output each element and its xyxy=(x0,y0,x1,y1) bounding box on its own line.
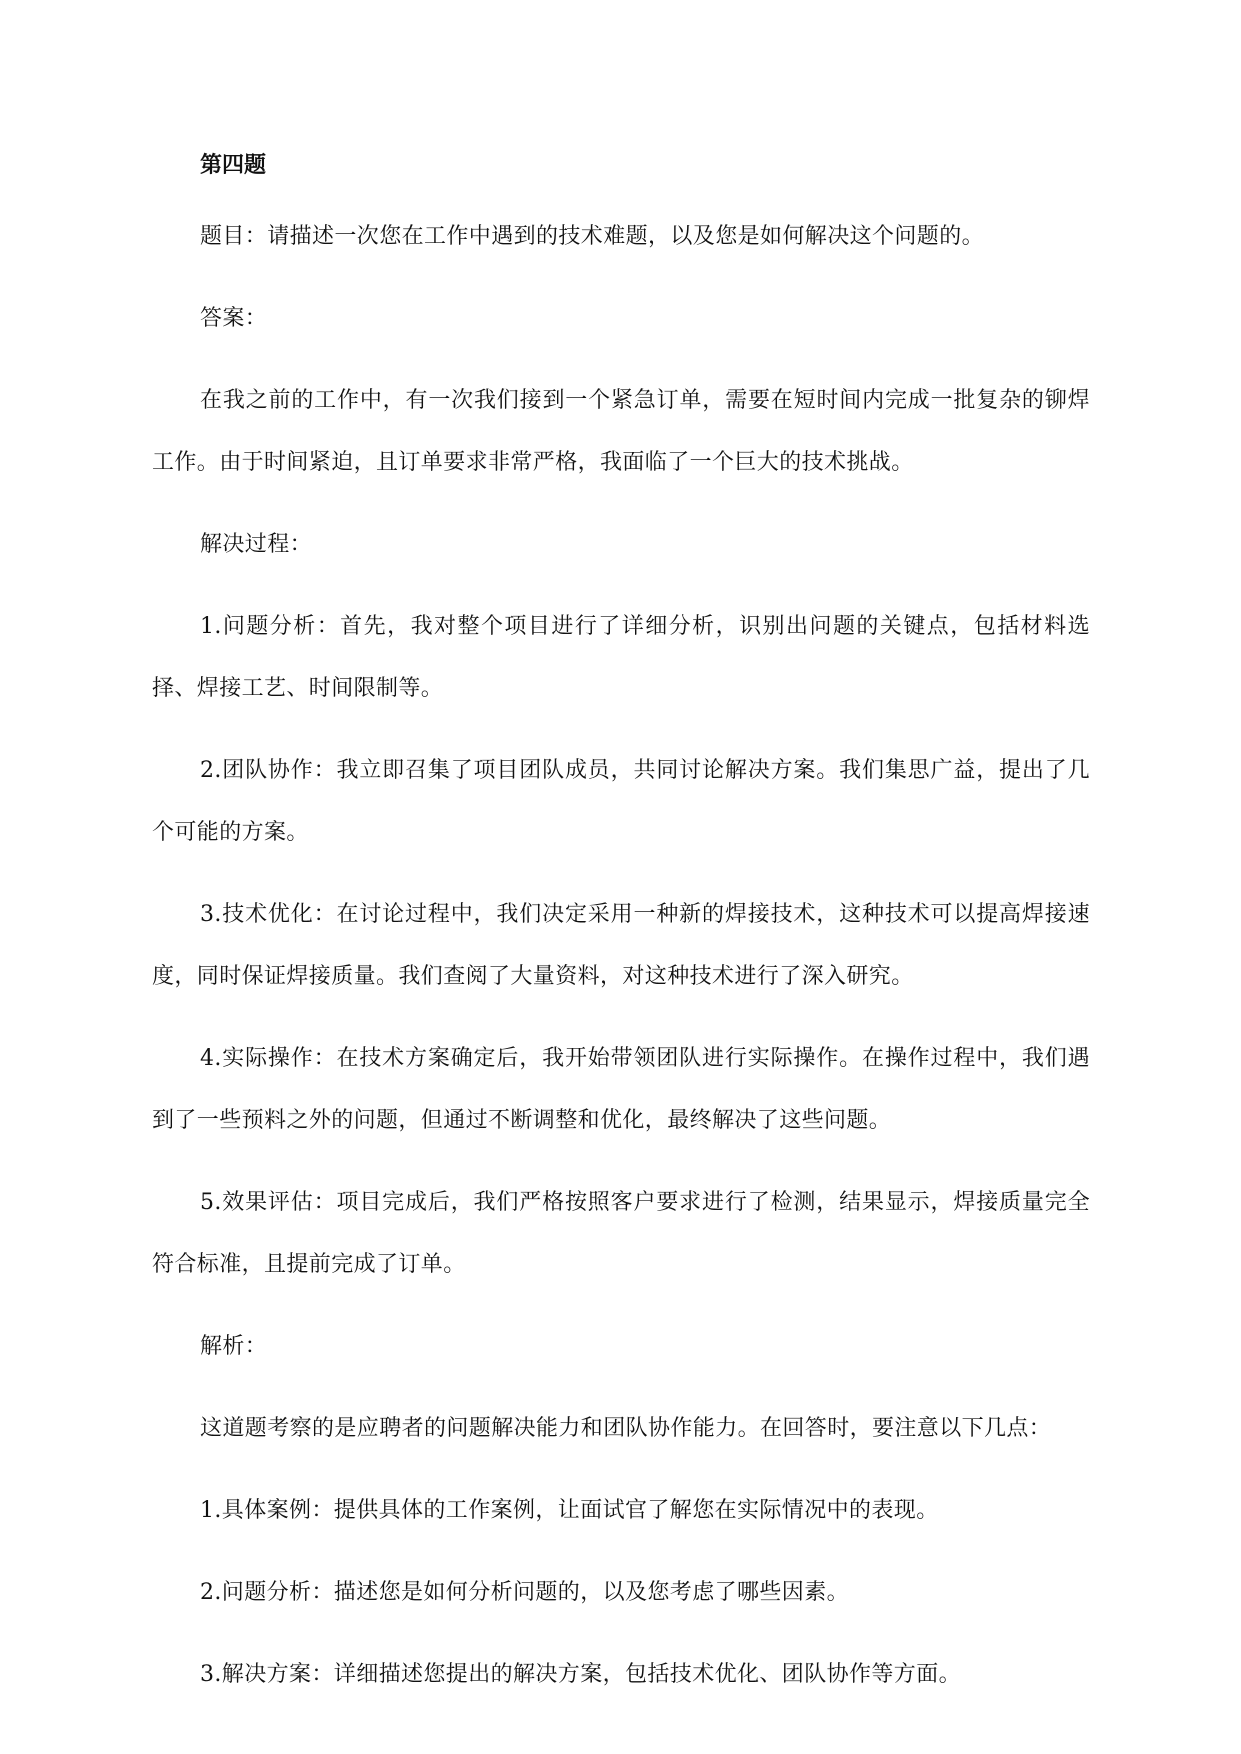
process-step-3: 3.技术优化：在讨论过程中，我们决定采用一种新的焊接技术，这种技术可以提高焊接速度，同时保证焊接质量。我们查阅了大量资料，对这种技术进行了深入研究。 xyxy=(152,902,1090,989)
analysis-label: 解析： xyxy=(200,1334,268,1359)
analysis-intro: 这道题考察的是应聘者的问题解决能力和团队协作能力。在回答时，要注意以下几点： xyxy=(200,1416,1052,1441)
process-label: 解决过程： xyxy=(200,532,313,557)
question-heading: 第四题 xyxy=(200,153,267,178)
analysis-point-2: 2.问题分析：描述您是如何分析问题的，以及您考虑了哪些因素。 xyxy=(200,1580,849,1605)
analysis-point-1: 1.具体案例：提供具体的工作案例，让面试官了解您在实际情况中的表现。 xyxy=(200,1498,939,1523)
process-step-4: 4.实际操作：在技术方案确定后，我开始带领团队进行实际操作。在操作过程中，我们遇到了一些预料之外的问题，但通过不断调整和优化，最终解决了这些问题。 xyxy=(152,1046,1090,1133)
answer-label: 答案： xyxy=(200,306,268,331)
process-step-1: 1.问题分析：首先，我对整个项目进行了详细分析，识别出问题的关键点，包括材料选择、焊接工艺、时间限制等。 xyxy=(152,614,1090,701)
question-text: 题目：请描述一次您在工作中遇到的技术难题，以及您是如何解决这个问题的。 xyxy=(200,224,985,249)
document-body xyxy=(152,146,1090,1726)
process-step-5: 5.效果评估：项目完成后，我们严格按照客户要求进行了检测，结果显示，焊接质量完全符合标准，且提前完成了订单。 xyxy=(152,1190,1090,1277)
answer-intro: 在我之前的工作中，有一次我们接到一个紧急订单，需要在短时间内完成一批复杂的铆焊工作。由于时间紧迫，且订单要求非常严格，我面临了一个巨大的技术挑战。 xyxy=(152,388,1090,475)
analysis-point-3: 3.解决方案：详细描述您提出的解决方案，包括技术优化、团队协作等方面。 xyxy=(200,1662,961,1687)
process-step-2: 2.团队协作：我立即召集了项目团队成员，共同讨论解决方案。我们集思广益，提出了几个可能的方案。 xyxy=(152,758,1090,845)
